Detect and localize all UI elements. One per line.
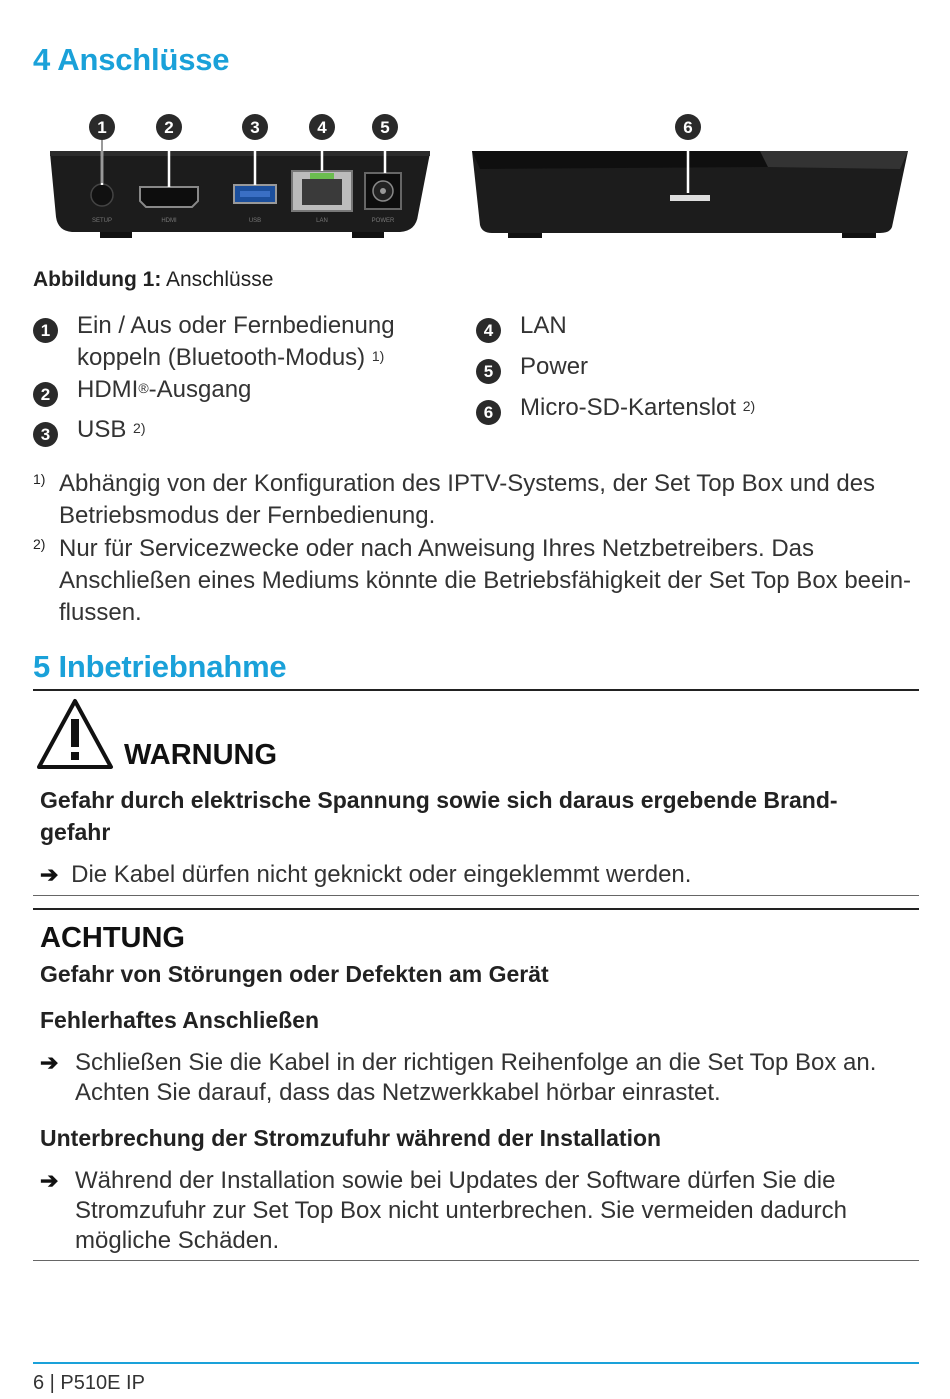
figure-caption-label: Abbildung 1: (33, 268, 162, 291)
warning-bullet-text: Die Kabel dürfen nicht geknickt oder eingeklemmt werden. (71, 861, 692, 888)
port-text-1a: Ein / Aus oder Fernbedienung (77, 312, 395, 339)
footer-divider (33, 1362, 919, 1364)
device-figure (40, 105, 920, 245)
callout-label-3: 3 (250, 118, 260, 137)
callout-label-6: 6 (683, 118, 693, 137)
attention-title: ACHTUNG (40, 922, 185, 954)
callout-label-5: 5 (380, 118, 390, 137)
warning-bullet (40, 860, 691, 890)
port-reg-2: ® (138, 380, 149, 396)
callout-label-2: 2 (164, 118, 174, 137)
port-text-1b: koppeln (Bluetooth-Modus) (77, 344, 366, 371)
attention-top-divider (33, 908, 919, 910)
warning-heading-line-2: gefahr (40, 819, 111, 845)
section-divider (33, 689, 919, 691)
port-text-4: LAN (520, 312, 567, 339)
port-text-6: Micro-SD-Kartenslot (520, 394, 737, 421)
figure-caption-text: Anschlüsse (166, 268, 274, 291)
footnote-mark-1: 1) (33, 471, 46, 487)
port-badge-6: 6 (476, 400, 501, 425)
port-text-2-rest: -Ausgang (148, 376, 252, 403)
warning-heading (40, 784, 838, 848)
hdmi-port (140, 187, 198, 207)
port-label-setup: SETUP (91, 218, 113, 224)
attention-bottom-divider (33, 1260, 919, 1261)
section-title-inbetriebnahme: 5 Inbetriebnahme (33, 649, 287, 684)
warning-heading-line-1: Gefahr durch elektrische Spannung sowie sich daraus ergebende Brand- (40, 787, 838, 813)
attention-block2-line-1: Während der Installation sowie bei Updates der Software dürfen Sie die (75, 1167, 836, 1194)
port-badge-2: 2 (33, 382, 58, 407)
port-note-1: 1) (371, 348, 385, 364)
port-label-usb: USB (248, 218, 262, 224)
attention-block1-line-1: Schließen Sie die Kabel in der richtigen Reihenfolge an die Set Top Box an. (75, 1049, 877, 1076)
port-text-2: HDMI (77, 376, 139, 403)
port-note-3: 2) (133, 420, 146, 436)
attention-block2-line-3: mögliche Schäden. (75, 1227, 280, 1254)
callout-label-1: 1 (97, 118, 107, 137)
page-footer: 6 | P510E IP (33, 1372, 145, 1394)
footnote-2-line-1: Nur für Servicezwecke oder nach Anweisung Ihres Netzbetreibers. Das (59, 535, 815, 562)
port-badge-5: 5 (476, 359, 501, 384)
callout-label-4: 4 (317, 118, 327, 137)
port-note-6: 2) (742, 398, 756, 414)
attention-block1-line-2: Achten Sie darauf, dass das Netzwerkkabel hörbar einrastet. (75, 1079, 721, 1106)
arrow-right-icon: ➔ (40, 1050, 59, 1075)
setup-button-port (91, 184, 113, 206)
warning-triangle-icon (35, 697, 115, 771)
warning-bottom-divider (33, 895, 919, 896)
attention-block2-line-2: Stromzufuhr zur Set Top Box nicht unterbrechen. Sie vermeiden dadurch (75, 1197, 847, 1224)
footnote-1-line-2: Betriebsmodus der Fernbedienung. (59, 502, 436, 529)
attention-subtitle: Gefahr von Störungen oder Defekten am Gerät (40, 961, 549, 987)
port-badge-4: 4 (476, 318, 501, 343)
attention-block2-heading: Unterbrechung der Stromzufuhr während der Installation (40, 1125, 662, 1151)
port-label-lan: LAN (316, 218, 328, 224)
figure-caption (33, 268, 273, 292)
port-badge-3: 3 (33, 422, 58, 447)
footnote-2-line-3: flussen. (59, 599, 142, 626)
microsd-slot (670, 195, 710, 201)
footnote-mark-2: 2) (33, 536, 46, 552)
attention-block1-heading: Fehlerhaftes Anschließen (40, 1007, 320, 1033)
port-text-5: Power (520, 353, 589, 380)
port-label-hdmi: HDMI (161, 218, 177, 224)
section-title-anschluesse: 4 Anschlüsse (33, 42, 230, 77)
port-text-3: USB (77, 416, 127, 443)
device-side-view (472, 127, 908, 238)
footnote-1-line-1: Abhängig von der Konfiguration des IPTV-Systems, der Set Top Box und des (59, 470, 876, 497)
port-badge-1: 1 (33, 318, 58, 343)
warning-title: WARNUNG (124, 739, 278, 771)
arrow-right-icon: ➔ (40, 862, 59, 887)
port-label-power: POWER (371, 218, 395, 224)
arrow-right-icon: ➔ (40, 1168, 59, 1193)
device-back-view (50, 127, 430, 238)
footnote-2-line-2: Anschließen eines Mediums könnte die Betriebsfähigkeit der Set Top Box beein- (59, 567, 912, 594)
